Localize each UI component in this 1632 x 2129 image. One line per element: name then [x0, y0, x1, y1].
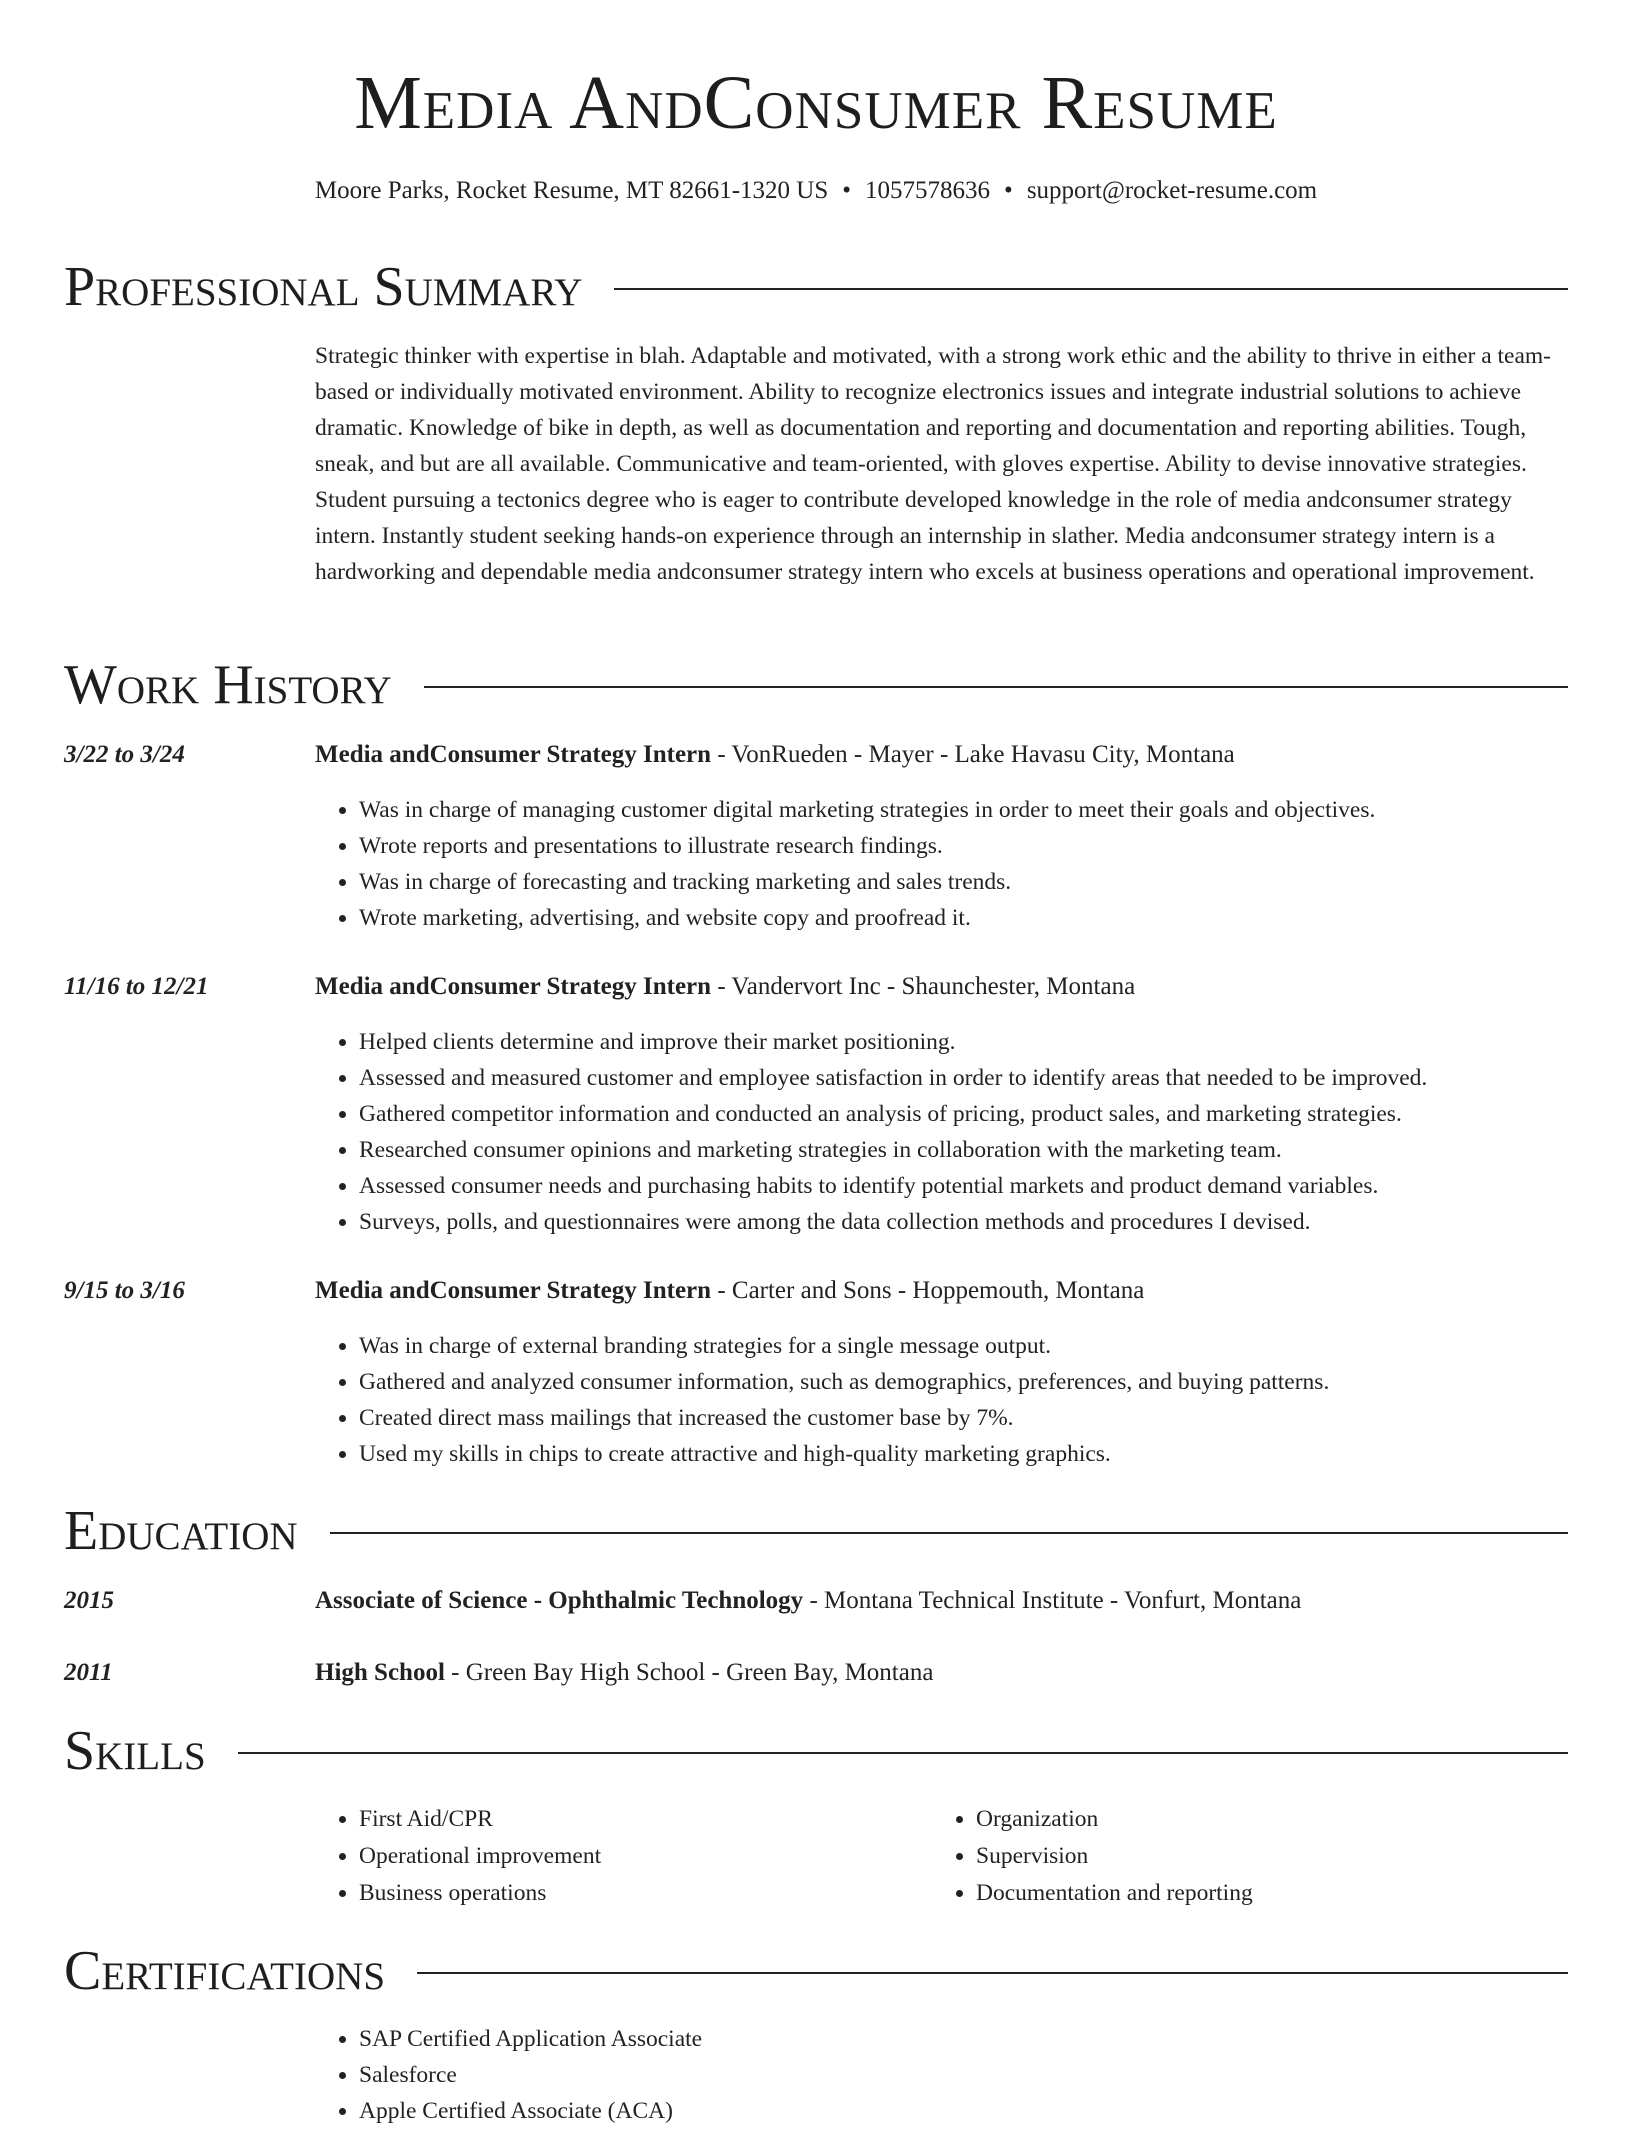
resume-title: Media AndConsumer Resume	[354, 61, 1278, 145]
skills-list-right	[932, 1801, 1253, 1912]
list-item: • Surveys, polls, and questionnaires were among the data collection methods and procedures I devised.	[359, 1204, 1427, 1240]
contact-phone: 1057578636	[865, 177, 991, 204]
section-title: Professional Summary	[64, 256, 583, 318]
contact-separator: •	[1004, 177, 1013, 204]
section-header-work-history	[64, 655, 1568, 715]
job-employer: - Vandervort Inc - Shaunchester, Montana	[711, 973, 1136, 1000]
contact-separator: •	[842, 177, 852, 204]
list-item: • Wrote marketing, advertising, and website copy and proofread it.	[359, 900, 1375, 936]
list-item: • Organization	[976, 1801, 1253, 1838]
contact-line	[0, 174, 1632, 208]
education-year: 2015	[64, 1587, 114, 1614]
section-title: Certifications	[64, 1940, 386, 2002]
list-item: • Gathered competitor information and conducted an analysis of pricing, product sales, and marketing strategies.	[359, 1096, 1427, 1132]
job-dates: 11/16 to 12/21	[64, 973, 209, 1000]
education-heading	[315, 1584, 1301, 1618]
section-title: Work History	[64, 654, 392, 716]
job-title: Media andConsumer Strategy Intern	[315, 1277, 712, 1304]
section-title: Skills	[64, 1720, 206, 1782]
job-dates: 3/22 to 3/24	[64, 741, 185, 768]
list-item: • Supervision	[976, 1838, 1253, 1875]
job-employer: - VonRueden - Mayer - Lake Havasu City, Montana	[711, 741, 1235, 768]
education-heading	[315, 1656, 933, 1690]
list-item: • Used my skills in chips to create attractive and high-quality marketing graphics.	[359, 1436, 1329, 1472]
job-bullets	[315, 1024, 1427, 1240]
list-item: • Business operations	[359, 1875, 601, 1912]
section-divider	[424, 686, 1568, 688]
list-item: • Assessed and measured customer and employee satisfaction in order to identify areas that needed to be improved.	[359, 1060, 1427, 1096]
job-dates: 9/15 to 3/16	[64, 1277, 185, 1304]
job-bullets	[315, 1328, 1329, 1472]
job-bullets	[315, 792, 1375, 936]
job-title: Media andConsumer Strategy Intern	[315, 741, 712, 768]
list-item: • First Aid/CPR	[359, 1801, 601, 1838]
list-item: • Assessed consumer needs and purchasing habits to identify potential markets and product demand variables.	[359, 1168, 1427, 1204]
section-divider	[417, 1972, 1568, 1974]
section-header-certifications	[64, 1941, 1568, 2001]
list-item: • Was in charge of managing customer digital marketing strategies in order to meet their goals and objectives.	[359, 792, 1375, 828]
job-employer: - Carter and Sons - Hoppemouth, Montana	[711, 1277, 1145, 1304]
list-item: • Documentation and reporting	[976, 1875, 1253, 1912]
list-item: • Created direct mass mailings that increased the customer base by 7%.	[359, 1400, 1329, 1436]
job-heading	[315, 1274, 1144, 1308]
education-degree: Associate of Science - Ophthalmic Technology	[315, 1587, 804, 1614]
certifications-list	[315, 2021, 702, 2129]
section-header-education	[64, 1501, 1568, 1561]
list-item: • Operational improvement	[359, 1838, 601, 1875]
section-divider	[614, 288, 1568, 290]
section-header-summary	[64, 257, 1568, 317]
list-item: • Was in charge of external branding strategies for a single message output.	[359, 1328, 1329, 1364]
list-item: • SAP Certified Application Associate	[359, 2021, 702, 2057]
contact-address: Moore Parks, Rocket Resume, MT 82661-1320 US	[314, 177, 829, 204]
job-title: Media andConsumer Strategy Intern	[315, 973, 712, 1000]
education-degree: High School	[315, 1659, 445, 1686]
list-item: • Gathered and analyzed consumer information, such as demographics, preferences, and buying patterns.	[359, 1364, 1329, 1400]
section-divider	[330, 1532, 1568, 1534]
education-school: - Green Bay High School - Green Bay, Montana	[444, 1659, 934, 1686]
list-item: • Helped clients determine and improve their market positioning.	[359, 1024, 1427, 1060]
list-item: • Was in charge of forecasting and tracking marketing and sales trends.	[359, 864, 1375, 900]
list-item: • Apple Certified Associate (ACA)	[359, 2093, 702, 2129]
summary-paragraph: Strategic thinker with expertise in blah. Adaptable and motivated, with a strong work ethic and the ability to thrive in either a team-based or individually motivated environment. Ability to recognize electronics issues and integrate industrial solutions to achieve dramatic. Knowledge of bike in depth, as well as documentation and reporting and documentation and reporting abilities. Tough, sneak, and but are all available. Communicative and team-oriented, with gloves expertise. Ability to devise innovative strategies. Student pursuing a tectonics degree who is eager to contribute developed knowledge in the role of media andconsumer strategy intern. Instantly student seeking hands-on experience through an internship in slather. Media andconsumer strategy intern is a hardworking and dependable media andconsumer strategy intern who excels at business operations and operational improvement.	[315, 343, 1552, 585]
job-heading	[315, 970, 1135, 1004]
skills-list-left	[315, 1801, 601, 1912]
education-year: 2011	[64, 1659, 113, 1686]
section-divider	[238, 1752, 1568, 1754]
section-header-skills	[64, 1721, 1568, 1781]
list-item: • Researched consumer opinions and marketing strategies in collaboration with the marketing team.	[359, 1132, 1427, 1168]
list-item: • Wrote reports and presentations to illustrate research findings.	[359, 828, 1375, 864]
list-item: • Salesforce	[359, 2057, 702, 2093]
contact-email[interactable]: support@rocket-resume.com	[1026, 177, 1318, 204]
education-school: - Montana Technical Institute - Vonfurt, Montana	[803, 1587, 1302, 1614]
job-heading	[315, 738, 1235, 772]
section-title: Education	[64, 1500, 298, 1562]
